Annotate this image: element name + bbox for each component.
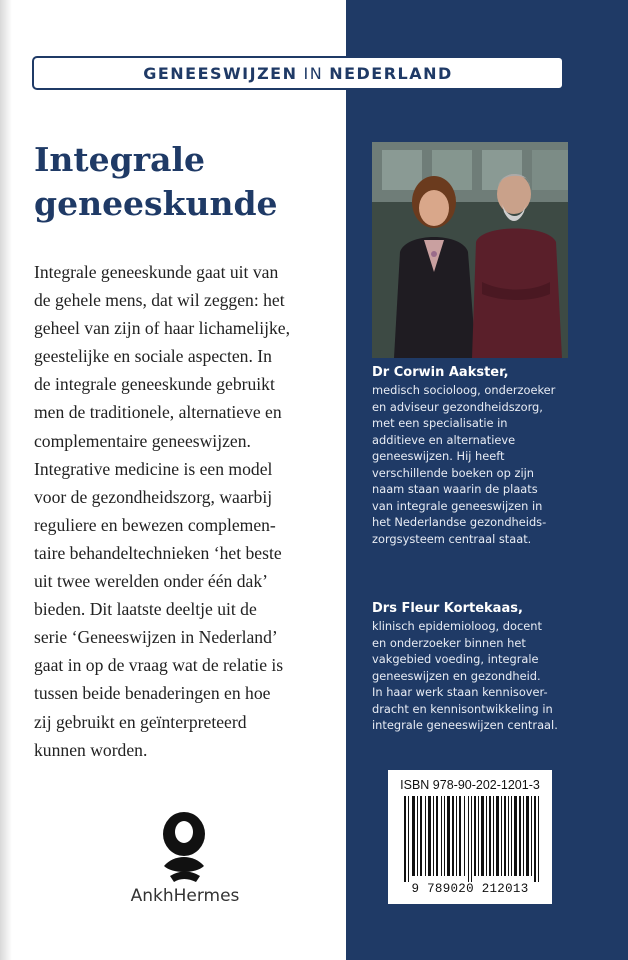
blurb-line: geestelijke en sociale aspecten. In — [34, 346, 272, 367]
author-bio-line: klinisch epidemioloog, docent — [372, 619, 542, 633]
isbn-label: ISBN 978-90-202-1201-3 — [400, 778, 540, 792]
author-bio-line: vakgebied voeding, integrale — [372, 652, 539, 666]
barcode-number: 9 789020 212013 — [411, 882, 529, 896]
author-name: Dr Corwin Aakster, — [372, 365, 509, 380]
author-photo-icon — [372, 142, 568, 358]
author-bio-line: additieve en alternatieve — [372, 432, 516, 447]
author-bio-line: zorgsysteem centraal staat. — [372, 531, 532, 546]
blurb-line: Integrative medicine is een model — [34, 458, 273, 479]
blurb-line: men de traditionele, alternatieve en — [34, 402, 282, 423]
series-part-2: IN — [303, 63, 324, 83]
blurb-line: kunnen worden. — [34, 739, 148, 760]
author-bio-line: geneeswijzen. Hij heeft — [372, 449, 505, 463]
series-banner — [32, 56, 564, 90]
author-bio-line: dracht en kennisontwikkeling in — [372, 701, 553, 716]
blurb-line: reguliere en bewezen complemen- — [34, 514, 276, 535]
author-bio-line: geneeswijzen en gezondheid. — [372, 668, 541, 683]
author-bio-line: In haar werk staan kennisover- — [372, 685, 548, 699]
author-bio-2 — [372, 600, 582, 734]
author-bio-line: en onderzoeker binnen het — [372, 635, 526, 650]
author-bio-line: verschillende boeken op zijn — [372, 465, 535, 480]
blurb-line: uit twee werelden onder één dak’ — [34, 571, 268, 592]
author-bio-line: en adviseur gezondheidszorg, — [372, 399, 543, 414]
series-part-3: NEDERLAND — [329, 63, 453, 83]
blurb-line: gaat in op de vraag wat de relatie is — [34, 655, 284, 676]
back-cover-blurb — [34, 258, 346, 764]
blurb-line: de gehele mens, dat wil zeggen: het — [34, 290, 285, 311]
blurb-line: serie ‘Geneeswijzen in Nederland’ — [34, 627, 278, 648]
blurb-line: Integrale geneeskunde gaat uit van — [34, 262, 279, 282]
blurb-line: de integrale geneeskunde gebruikt — [34, 374, 275, 395]
title-line-1: Integrale — [34, 140, 206, 179]
series-part-1: GENEESWIJZEN — [143, 63, 298, 83]
author-bio-line: integrale geneeswijzen centraal. — [372, 718, 558, 732]
book-title — [34, 138, 334, 226]
blurb-line: zij gebruikt en geïnterpreteerd — [34, 711, 247, 732]
title-line-2: geneeskunde — [34, 184, 278, 223]
author-bio-line: medisch socioloog, onderzoeker — [372, 383, 556, 397]
blurb-line: bieden. Dit laatste deeltje uit de — [34, 599, 257, 620]
ankh-hermes-logo-icon — [150, 808, 216, 886]
author-bio-line: van integrale geneeswijzen in — [372, 498, 543, 513]
publisher-name: AnkhHermes — [130, 886, 240, 906]
page-edge-shadow — [0, 0, 12, 960]
blurb-line: voor de gezondheidszorg, waarbij — [34, 486, 273, 507]
blurb-line: geheel van zijn of haar lichamelijke, — [34, 318, 290, 339]
author-bio-line: het Nederlandse gezondheids- — [372, 515, 547, 529]
barcode-icon — [398, 796, 544, 882]
author-bio-line: naam staan waarin de plaats — [372, 482, 538, 496]
author-bio-1 — [372, 364, 582, 547]
blurb-line: taire behandeltechnieken ‘het beste — [34, 542, 282, 563]
author-name: Drs Fleur Kortekaas, — [372, 601, 523, 616]
blurb-line: tussen beide benaderingen en hoe — [34, 683, 271, 704]
author-bio-line: met een specialisatie in — [372, 416, 508, 430]
blurb-line: complementaire geneeswijzen. — [34, 430, 251, 451]
isbn-barcode-box — [388, 770, 552, 904]
